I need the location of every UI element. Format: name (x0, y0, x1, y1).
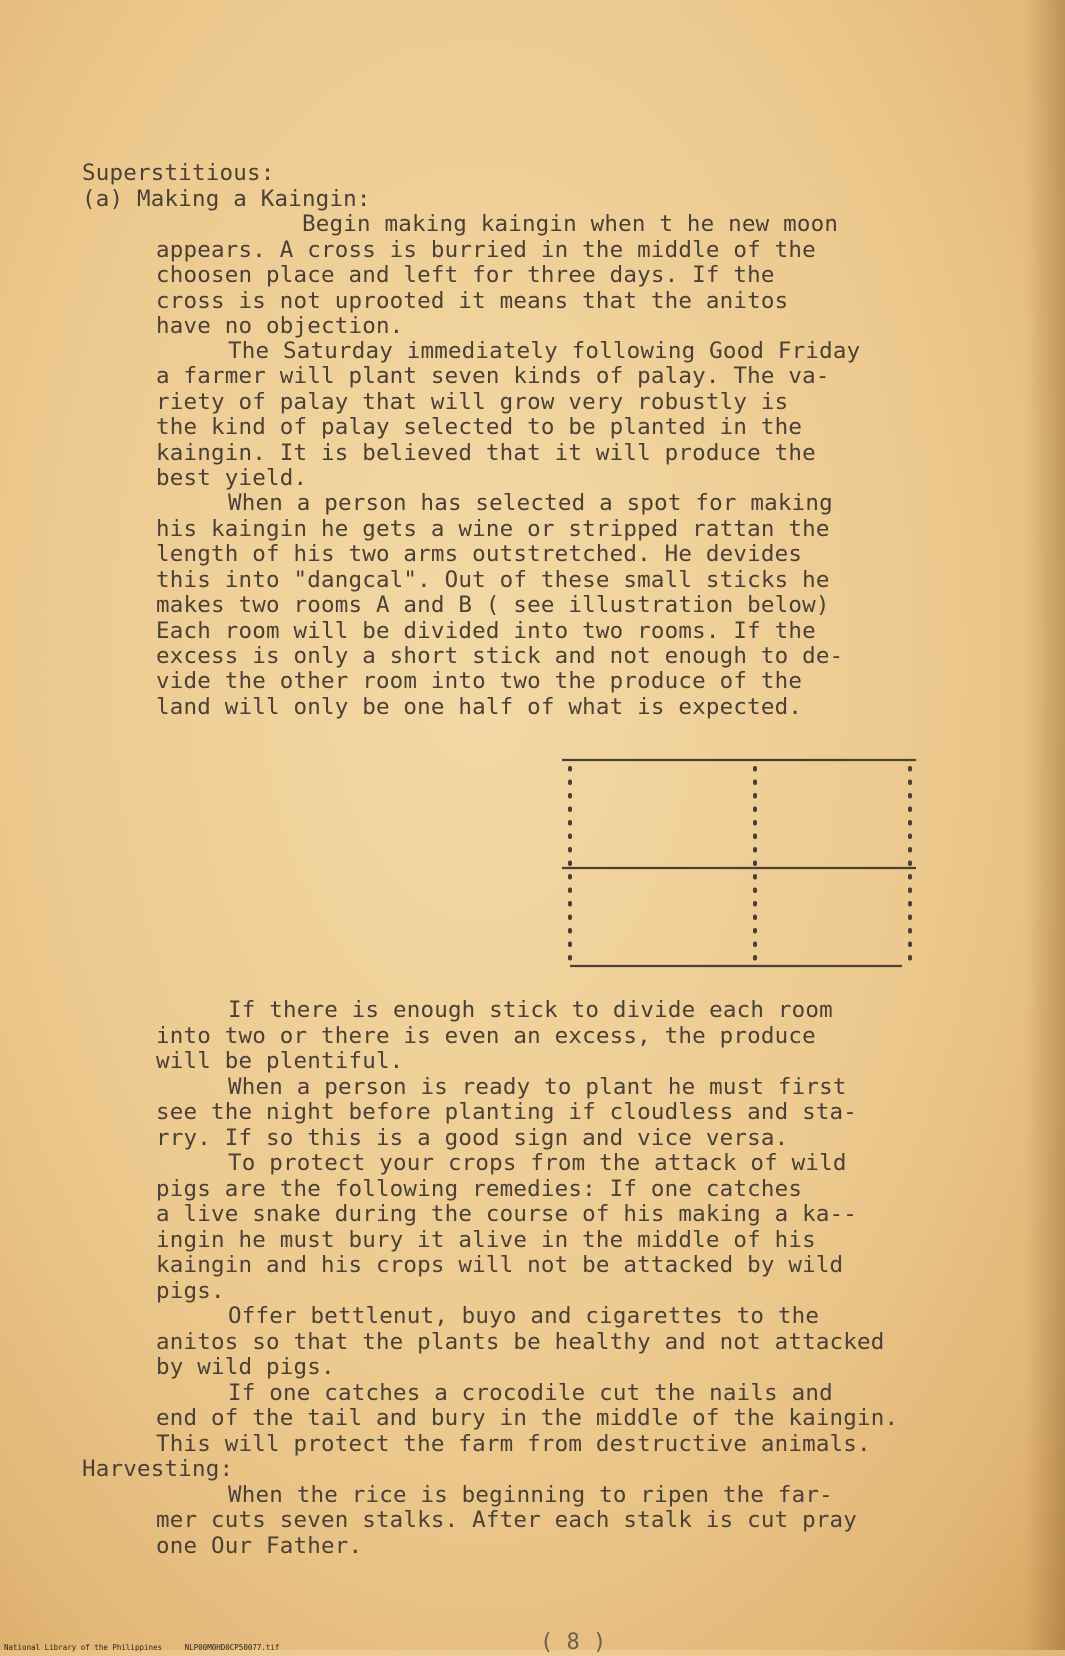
text-line: the kind of palay selected to be planted in the (156, 414, 803, 440)
text-line: best yield. (156, 465, 308, 491)
text-line: Begin making kaingin when t he new moon (302, 211, 839, 237)
text-line: see the night before planting if cloudless and sta- (156, 1099, 858, 1125)
text-line: If there is enough stick to divide each room (228, 997, 833, 1023)
text-line: cross is not uprooted it means that the anitos (156, 288, 789, 314)
text-line: pigs. (156, 1278, 225, 1304)
text-line: If one catches a crocodile cut the nails and (228, 1380, 833, 1406)
text-line: ingin he must bury it alive in the middle of his (156, 1227, 816, 1253)
text-line: mer cuts seven stalks. After each stalk is cut pray (156, 1507, 858, 1533)
text-line: When a person is ready to plant he must first (228, 1074, 847, 1100)
text-line: riety of palay that will grow very robustly is (156, 389, 789, 415)
text-line: this into "dangcal". Out of these small sticks he (156, 567, 830, 593)
text-line: pigs are the following remedies: If one catches (156, 1176, 803, 1202)
text-line: makes two rooms A and B ( see illustration below) (156, 592, 830, 618)
text-line: will be plentiful. (156, 1048, 404, 1074)
heading-superstitious: Superstitious: (82, 160, 275, 186)
text-line: excess is only a short stick and not enough to de- (156, 643, 844, 669)
archive-credit: National Library of the Philippines NLP00M0HD0CP50077.tif (4, 1642, 280, 1652)
text-line: have no objection. (156, 313, 404, 339)
kaingin-rooms-illustration (560, 752, 920, 974)
subheading-making-kaingin: (a) Making a Kaingin: (82, 186, 371, 212)
page-edge-shadow (1025, 0, 1065, 1650)
text-line: Each room will be divided into two rooms. If the (156, 618, 816, 644)
text-line: one Our Father. (156, 1533, 363, 1559)
text-line: Offer bettlenut, buyo and cigarettes to the (228, 1303, 820, 1329)
text-line: a live snake during the course of his making a ka-- (156, 1201, 858, 1227)
text-line: vide the other room into two the produce of the (156, 668, 803, 694)
text-line: appears. A cross is burried in the middle of the (156, 237, 816, 263)
text-line: kaingin and his crops will not be attacked by wild (156, 1252, 844, 1278)
text-line: end of the tail and bury in the middle of the kaingin. (156, 1405, 899, 1431)
text-line: rry. If so this is a good sign and vice versa. (156, 1125, 789, 1151)
text-line: his kaingin he gets a wine or stripped rattan the (156, 516, 830, 542)
page-number: ( 8 ) (540, 1630, 607, 1655)
text-line: When a person has selected a spot for making (228, 490, 833, 516)
text-line: This will protect the farm from destructive animals. (156, 1431, 871, 1457)
text-line: length of his two arms outstretched. He devides (156, 541, 803, 567)
text-line: The Saturday immediately following Good Friday (228, 338, 861, 364)
text-line: When the rice is beginning to ripen the far- (228, 1482, 833, 1508)
text-line: kaingin. It is believed that it will produce the (156, 440, 816, 466)
text-line: choosen place and left for three days. If the (156, 262, 775, 288)
text-line: To protect your crops from the attack of wild (228, 1150, 847, 1176)
text-line: a farmer will plant seven kinds of palay. The va- (156, 363, 830, 389)
text-line: land will only be one half of what is expected. (156, 694, 803, 720)
heading-harvesting: Harvesting: (82, 1456, 234, 1482)
text-line: into two or there is even an excess, the produce (156, 1023, 816, 1049)
text-line: by wild pigs. (156, 1354, 335, 1380)
text-line: anitos so that the plants be healthy and not attacked (156, 1329, 885, 1355)
